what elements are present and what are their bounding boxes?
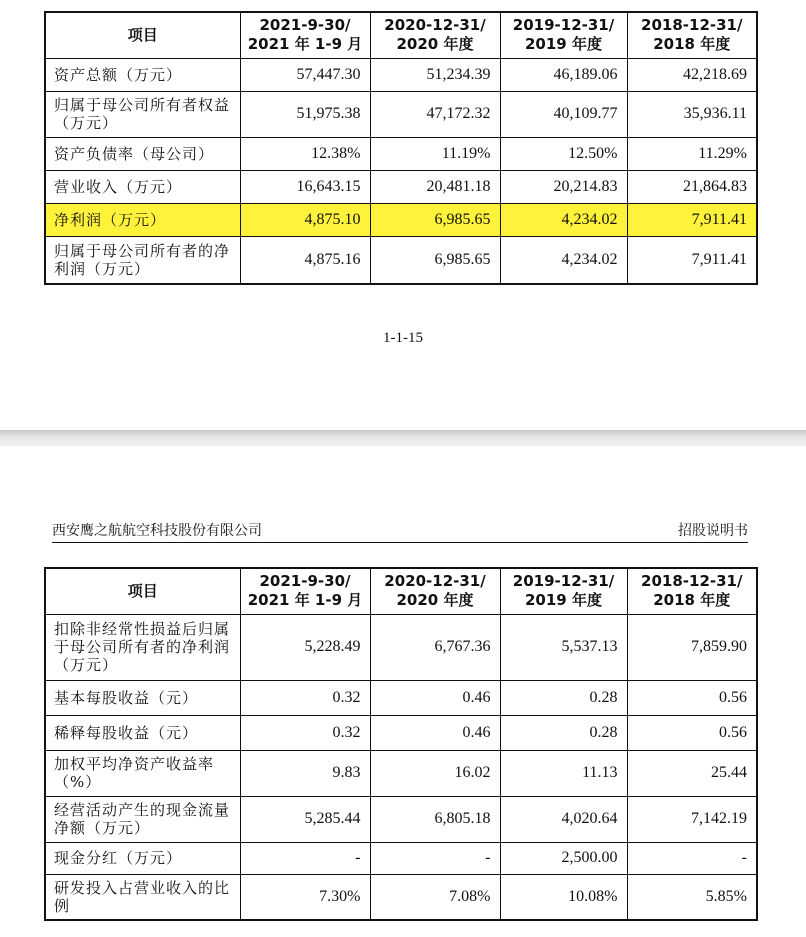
cell-value: 0.46 (370, 680, 500, 715)
cell-value: 42,218.69 (627, 58, 757, 91)
cell-value: 57,447.30 (240, 58, 370, 91)
table-row-highlighted (45, 203, 757, 236)
table-row (45, 614, 757, 680)
company-name: 西安鹰之航航空科技股份有限公司 (52, 523, 262, 539)
cell-value: 6,985.65 (370, 236, 500, 284)
table-row (45, 236, 757, 284)
cell-value: - (240, 842, 370, 874)
cell-value: 21,864.83 (627, 170, 757, 203)
cell-value: 0.56 (627, 680, 757, 715)
cell-value: 12.38% (240, 137, 370, 170)
row-label: 归属于母公司所有者的净利润（万元） (45, 236, 240, 284)
row-label: 研发投入占营业收入的比例 (45, 874, 240, 920)
cell-value: 5,285.44 (240, 796, 370, 842)
header-item: 项目 (45, 12, 240, 58)
table-row (45, 680, 757, 715)
cell-value: 7,142.19 (627, 796, 757, 842)
row-label: 资产负债率（母公司） (45, 137, 240, 170)
cell-value: 10.08% (500, 874, 627, 920)
cell-value: 46,189.06 (500, 58, 627, 91)
header-col-2018: 2018-12-31/ 2018 年度 (627, 12, 757, 58)
cell-value: 20,481.18 (370, 170, 500, 203)
header-col-2019: 2019-12-31/ 2019 年度 (500, 568, 627, 614)
cell-value: 16.02 (370, 750, 500, 796)
cell-value: 0.32 (240, 715, 370, 750)
cell-value: 5.85% (627, 874, 757, 920)
cell-value: 16,643.15 (240, 170, 370, 203)
cell-value: 11.13 (500, 750, 627, 796)
cell-value: 7,911.41 (627, 236, 757, 284)
table-row (45, 842, 757, 874)
cell-value: 5,537.13 (500, 614, 627, 680)
cell-value: 5,228.49 (240, 614, 370, 680)
cell-value: 7,859.90 (627, 614, 757, 680)
cell-value: 4,020.64 (500, 796, 627, 842)
header-col-2020: 2020-12-31/ 2020 年度 (370, 12, 500, 58)
cell-value: 51,234.39 (370, 58, 500, 91)
table-row (45, 91, 757, 137)
cell-value: 4,875.16 (240, 236, 370, 284)
document-type: 招股说明书 (678, 523, 748, 539)
cell-value: 7,911.41 (627, 203, 757, 236)
cell-value: 51,975.38 (240, 91, 370, 137)
cell-value: 2,500.00 (500, 842, 627, 874)
cell-value: 4,234.02 (500, 203, 627, 236)
header-item: 项目 (45, 568, 240, 614)
header-col-2021: 2021-9-30/ 2021 年 1-9 月 (240, 12, 370, 58)
cell-value: 6,767.36 (370, 614, 500, 680)
table-row (45, 750, 757, 796)
financial-table-1 (44, 11, 758, 285)
cell-value: 0.28 (500, 680, 627, 715)
cell-value: - (370, 842, 500, 874)
table-header-row (45, 12, 757, 58)
cell-value: 6,985.65 (370, 203, 500, 236)
cell-value: 4,234.02 (500, 236, 627, 284)
header-col-2018: 2018-12-31/ 2018 年度 (627, 568, 757, 614)
cell-value: 20,214.83 (500, 170, 627, 203)
cell-value: 11.29% (627, 137, 757, 170)
cell-value: 0.46 (370, 715, 500, 750)
table-row (45, 715, 757, 750)
table-row (45, 137, 757, 170)
row-label: 资产总额（万元） (45, 58, 240, 91)
document-header (52, 520, 748, 543)
cell-value: 7.08% (370, 874, 500, 920)
cell-value: 6,805.18 (370, 796, 500, 842)
row-label: 营业收入（万元） (45, 170, 240, 203)
cell-value: 4,875.10 (240, 203, 370, 236)
cell-value: 7.30% (240, 874, 370, 920)
cell-value: 12.50% (500, 137, 627, 170)
row-label: 归属于母公司所有者权益（万元） (45, 91, 240, 137)
cell-value: 25.44 (627, 750, 757, 796)
cell-value: 11.19% (370, 137, 500, 170)
table-header-row (45, 568, 757, 614)
row-label: 净利润（万元） (45, 203, 240, 236)
cell-value: - (627, 842, 757, 874)
cell-value: 0.56 (627, 715, 757, 750)
cell-value: 9.83 (240, 750, 370, 796)
header-col-2020: 2020-12-31/ 2020 年度 (370, 568, 500, 614)
page-number: 1-1-15 (383, 330, 423, 346)
page-separator (0, 430, 806, 446)
cell-value: 35,936.11 (627, 91, 757, 137)
header-col-2019: 2019-12-31/ 2019 年度 (500, 12, 627, 58)
row-label: 稀释每股收益（元） (45, 715, 240, 750)
row-label: 基本每股收益（元） (45, 680, 240, 715)
table-row (45, 170, 757, 203)
cell-value: 0.28 (500, 715, 627, 750)
cell-value: 40,109.77 (500, 91, 627, 137)
cell-value: 47,172.32 (370, 91, 500, 137)
table-row (45, 874, 757, 920)
row-label: 现金分红（万元） (45, 842, 240, 874)
header-col-2021: 2021-9-30/ 2021 年 1-9 月 (240, 568, 370, 614)
row-label: 扣除非经常性损益后归属于母公司所有者的净利润（万元） (45, 614, 240, 680)
row-label: 经营活动产生的现金流量净额（万元） (45, 796, 240, 842)
table-row (45, 58, 757, 91)
row-label: 加权平均净资产收益率（%） (45, 750, 240, 796)
table-row (45, 796, 757, 842)
cell-value: 0.32 (240, 680, 370, 715)
financial-table-2 (44, 567, 758, 921)
